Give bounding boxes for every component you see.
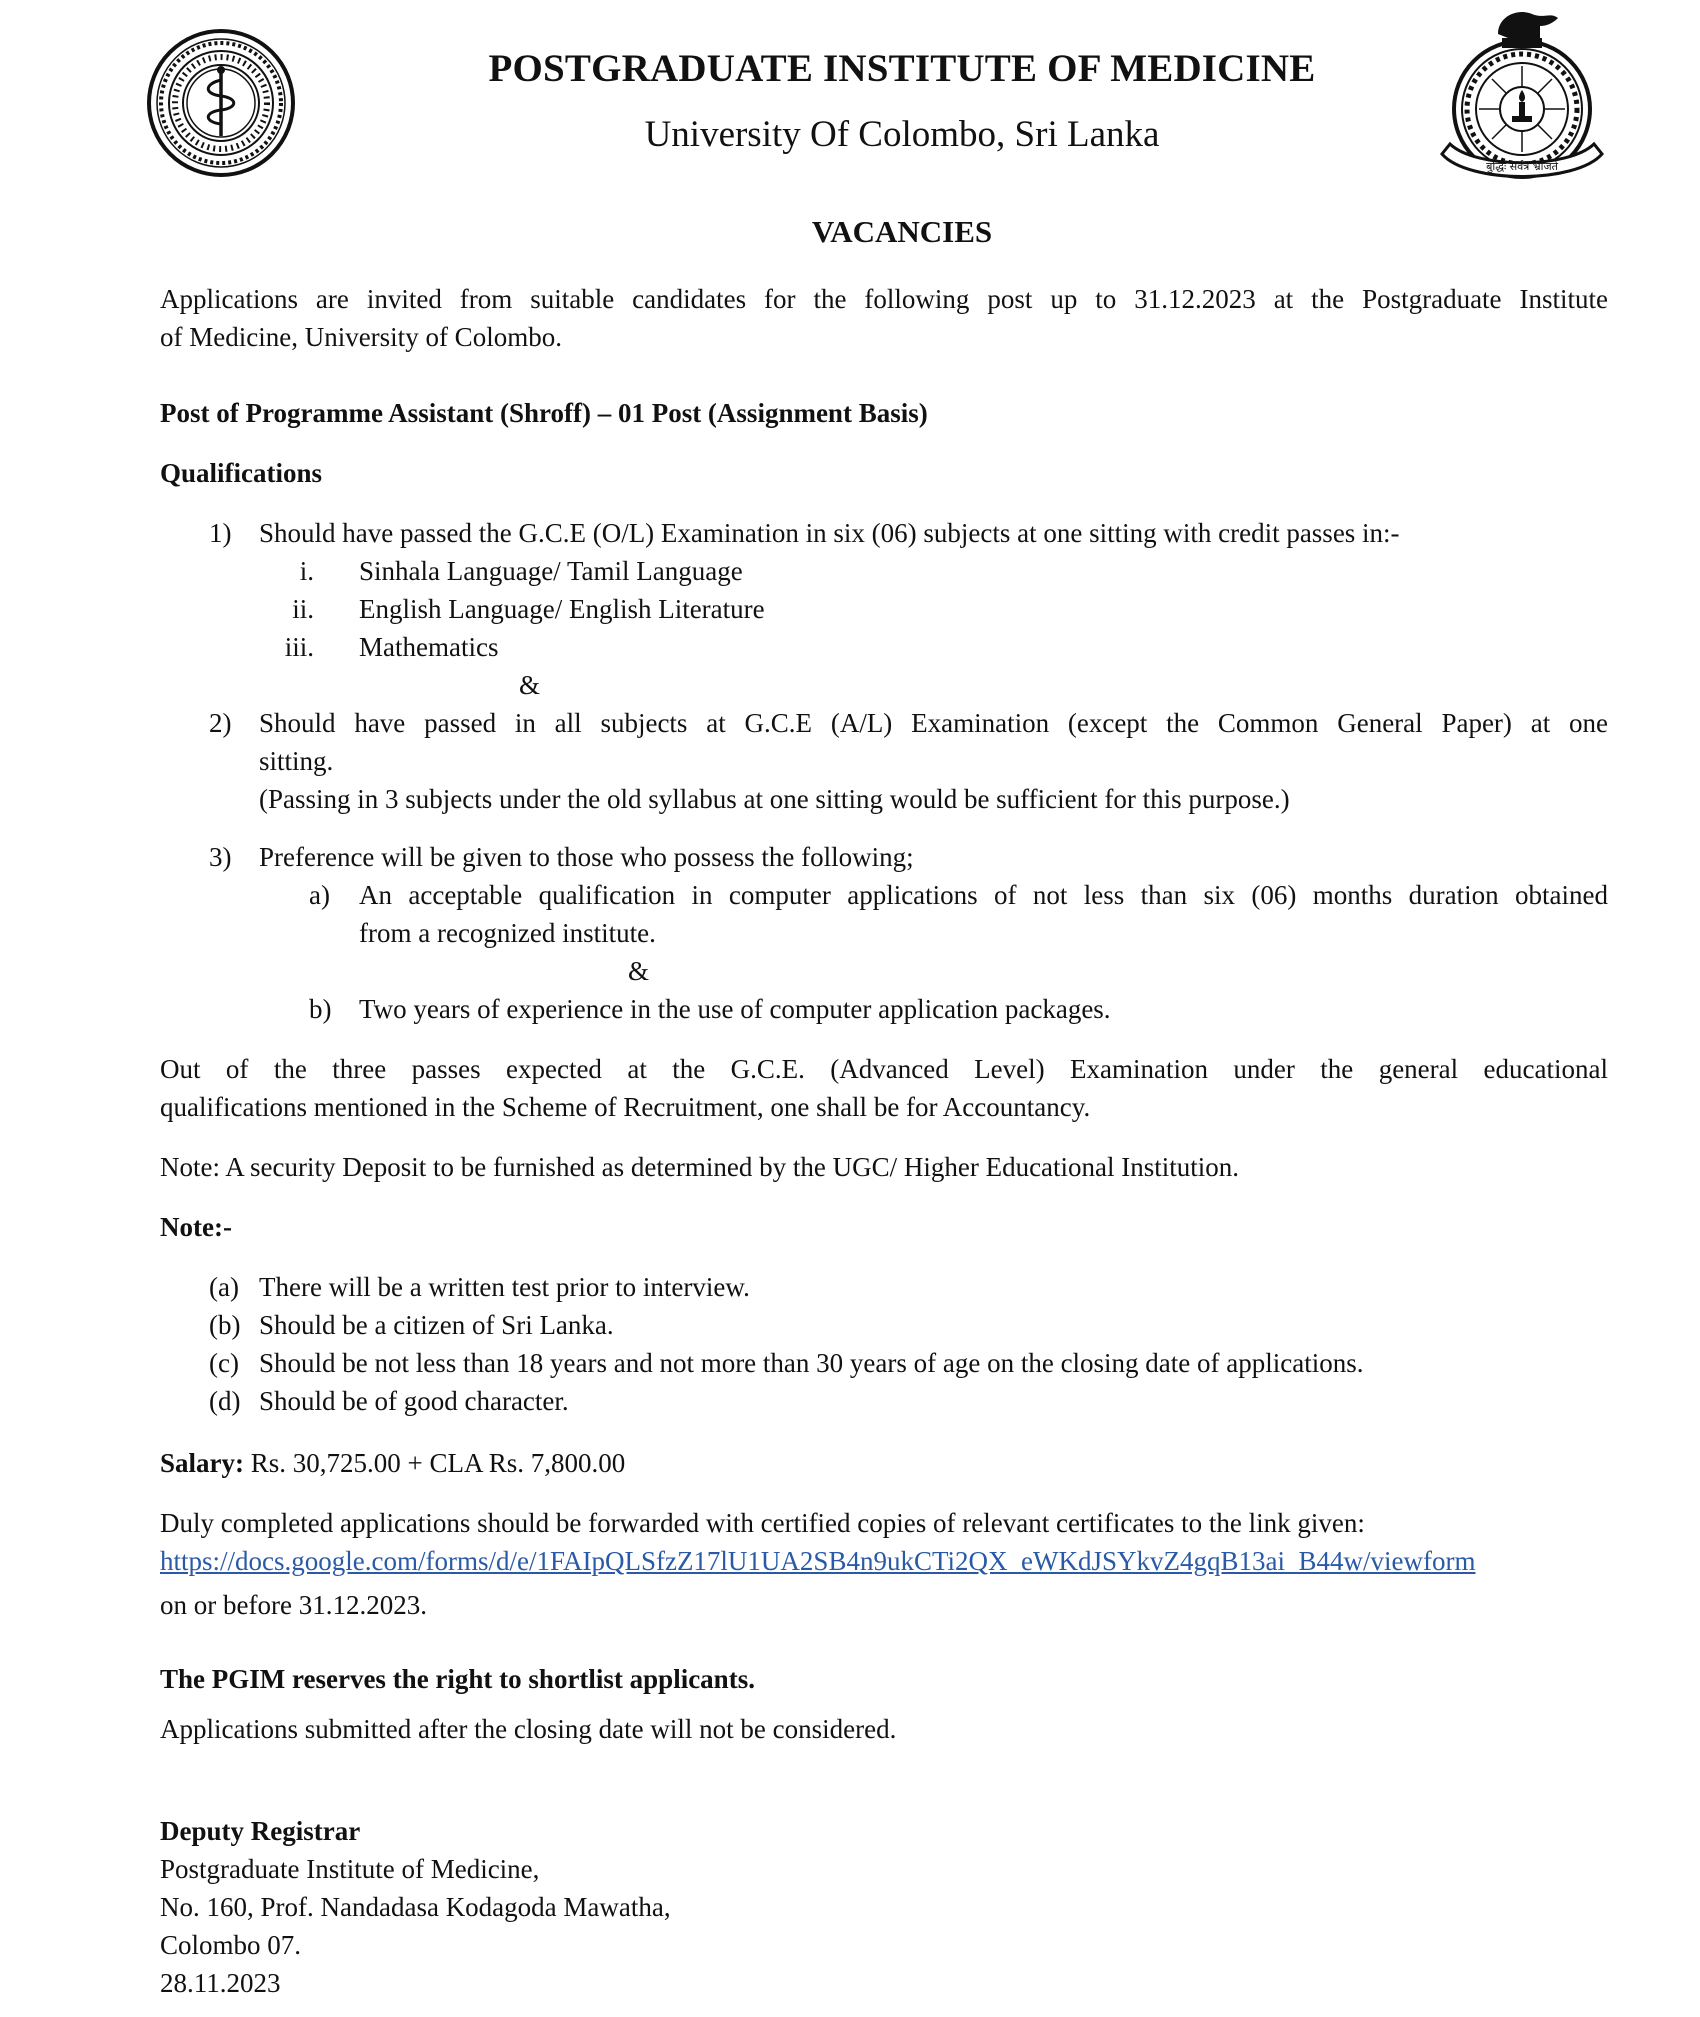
preference-a-line-2: from a recognized institute.	[359, 918, 656, 948]
subitem-marker-iii: iii.	[284, 632, 314, 662]
institute-name: POSTGRADUATE INSTITUTE OF MEDICINE	[488, 47, 1316, 90]
qualifications-heading: Qualifications	[160, 458, 323, 488]
university-name: University Of Colombo, Sri Lanka	[644, 114, 1160, 155]
subitem-ii: English Language/ English Literature	[359, 594, 765, 624]
qualification-marker-1: 1)	[209, 518, 232, 548]
note-b: Should be a citizen of Sri Lanka.	[259, 1310, 614, 1340]
passes-paragraph-line-2: qualifications mentioned in the Scheme of Recruitment, one shall be for Accountancy.	[160, 1092, 1091, 1122]
note-d: Should be of good character.	[259, 1386, 569, 1416]
address-line-2: No. 160, Prof. Nandadasa Kodagoda Mawatha,	[160, 1892, 671, 1922]
subitem-iii: Mathematics	[359, 632, 499, 662]
qualification-item-3: Preference will be given to those who possess the following;	[259, 842, 914, 872]
note-marker-a: (a)	[209, 1272, 239, 1302]
document-date: 28.11.2023	[160, 1968, 281, 1998]
closing-date-statement: Applications submitted after the closing date will not be considered.	[160, 1714, 897, 1744]
preference-marker-a: a)	[309, 880, 330, 910]
signatory-title: Deputy Registrar	[160, 1816, 361, 1846]
subitem-i: Sinhala Language/ Tamil Language	[359, 556, 743, 586]
and-symbol-2: &	[628, 956, 650, 986]
note-marker-b: (b)	[209, 1310, 241, 1340]
qualification-item-2-line-2: sitting.	[259, 746, 334, 776]
shortlist-statement: The PGIM reserves the right to shortlist applicants.	[160, 1664, 755, 1694]
notes-heading: Note:-	[160, 1212, 232, 1242]
intro-line-2: of Medicine, University of Colombo.	[160, 322, 562, 352]
post-title: Post of Programme Assistant (Shroff) – 01 Post (Assignment Basis)	[160, 398, 928, 428]
preference-b: Two years of experience in the use of computer application packages.	[359, 994, 1111, 1024]
application-form-link[interactable]: https://docs.google.com/forms/d/e/1FAIpQLSfzZ17lU1UA2SB4n9ukCTi2QX_eWKdJSYkvZ4gqB13ai_B44w/viewform	[160, 1546, 1476, 1576]
note-c: Should be not less than 18 years and not more than 30 years of age on the closing date of applications.	[259, 1348, 1364, 1378]
university-of-colombo-crest-logo	[1428, 4, 1616, 204]
subitem-marker-i: i.	[299, 556, 314, 586]
subitem-marker-ii: ii.	[292, 594, 314, 624]
crest-motto-text: बुद्धिः सर्वत्र भ्राजते	[1486, 160, 1558, 173]
note-marker-d: (d)	[209, 1386, 241, 1416]
preference-a-line-1: An acceptable qualification in computer applications of not less than six (06) months duration obtained	[359, 880, 1608, 910]
and-symbol-1: &	[519, 670, 541, 700]
qualification-item-1: Should have passed the G.C.E (O/L) Examination in six (06) subjects at one sitting with credit passes in:-	[259, 518, 1400, 548]
salary-label: Salary:	[160, 1448, 244, 1478]
qualification-marker-3: 3)	[209, 842, 232, 872]
application-deadline-line: on or before 31.12.2023.	[160, 1590, 427, 1620]
security-deposit-note: Note: A security Deposit to be furnished as determined by the UGC/ Higher Educational Institution.	[160, 1152, 1240, 1182]
address-line-1: Postgraduate Institute of Medicine,	[160, 1854, 540, 1884]
qualification-item-2-line-3: (Passing in 3 subjects under the old syllabus at one sitting would be sufficient for this purpose.)	[259, 784, 1290, 814]
preference-marker-b: b)	[309, 994, 332, 1024]
address-line-3: Colombo 07.	[160, 1930, 302, 1960]
salary-value: Rs. 30,725.00 + CLA Rs. 7,800.00	[250, 1448, 626, 1478]
note-marker-c: (c)	[209, 1348, 239, 1378]
page-title: VACANCIES	[811, 214, 993, 249]
passes-paragraph-line-1: Out of the three passes expected at the G.C.E. (Advanced Level) Examination under the general educational	[160, 1054, 1608, 1084]
application-line-1: Duly completed applications should be forwarded with certified copies of relevant certificates to the link given:	[160, 1508, 1365, 1538]
salary-line	[160, 1444, 625, 1482]
qualification-marker-2: 2)	[209, 708, 232, 738]
intro-line-1: Applications are invited from suitable candidates for the following post up to 31.12.2023 at the Postgraduate Institute	[160, 284, 1608, 314]
note-a: There will be a written test prior to interview.	[259, 1272, 750, 1302]
qualification-item-2-line-1: Should have passed in all subjects at G.C.E (A/L) Examination (except the Common General Paper) at one	[259, 708, 1608, 738]
